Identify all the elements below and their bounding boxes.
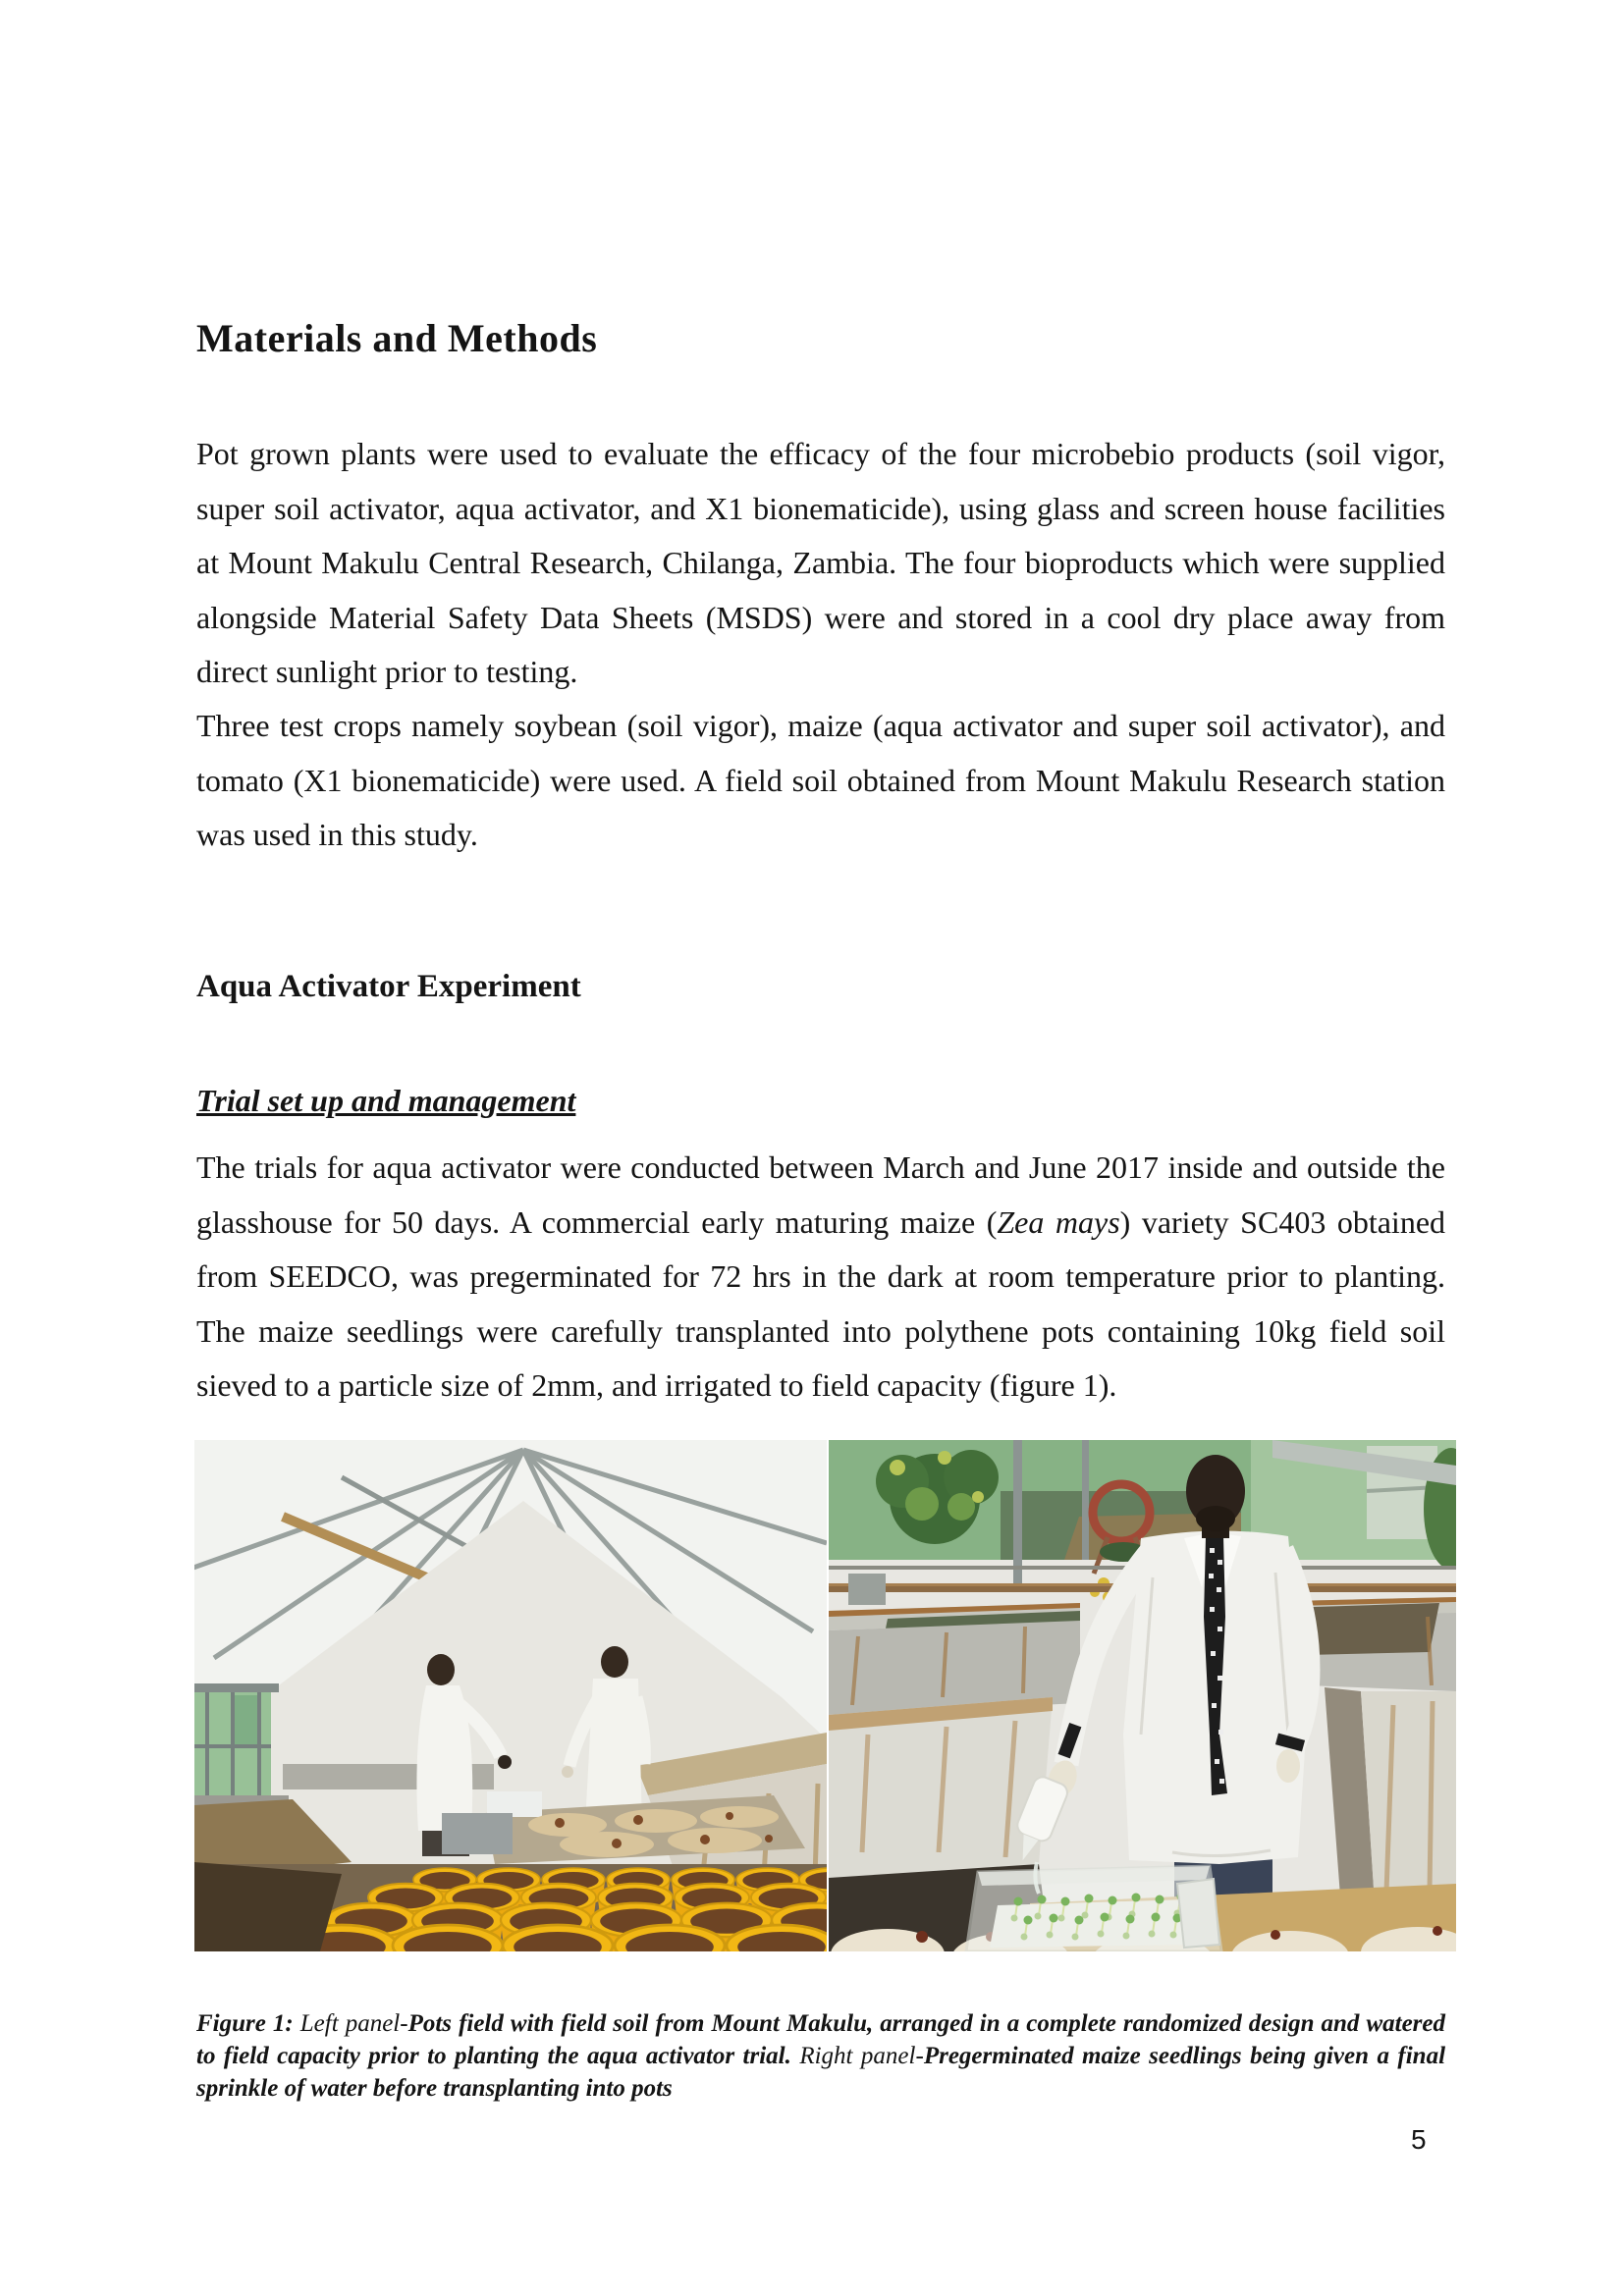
paragraph-three-test-crops: Three test crops namely soybean (soil vigor), maize (aqua activator and super soil activator), and tomato (X1 bionematicide) were used. A field soil obtained from Mount Makulu Research station was used in this study. [196,708,1445,852]
post [1082,1440,1089,1560]
trial-text-before-species: The trials for aqua activator were conducted between March and June 2017 inside and outside the glasshouse for 50 days. A commercial early maturing maize ( [196,1149,1445,1240]
subsection-heading-aqua-activator-experiment: Aqua Activator Experiment [196,969,581,1005]
figure-caption-right-panel-label: Right panel- [799,2043,924,2069]
figure-caption-left-panel-text: Pots field with field soil from Mount Makulu, arranged in a complete randomized design and watered to field capacity prior to planting the aqua activator trial. [196,2010,1445,2069]
figure1-right-photo-watering-seedlings [829,1440,1456,1951]
figure1-photos [194,1440,1456,1951]
figure-caption [196,2007,1445,2105]
foil-wrap [1177,1879,1219,1948]
page-number: 5 [1411,2124,1427,2155]
white-pillar-right [1325,1687,1456,1909]
left-glove [1276,1749,1300,1783]
trial-text-after-species: ) variety SC403 obtained from SEEDCO, was pregerminated for 72 hrs in the dark at room temperature prior to planting. The maize seedlings were carefully transplanted into polythene pots containing 10kg field soil sieved to a particle size of 2mm, and irrigated to field capacity (figure 1). [196,1203,1446,1403]
white-bench-left [829,1697,1053,1878]
figure1-left-photo-pots-greenhouse [194,1440,827,1951]
paragraph-trial-details [196,1141,1445,1414]
paragraph-pot-grown-plants: Pot grown plants were used to evaluate the efficacy of the four microbebio products (soil vigor, super soil activator, aqua activator, and X1 bionematicide), using glass and screen house facilities at Mount Makulu Central Research, Chilanga, Zambia. The four bioproducts which were supplied alongside Material Safety Data Sheets (MSDS) were and stored in a cool dry place away from direct sunlight prior to testing. [196,436,1445,689]
figure-caption-right-panel-text: Pregerminated maize seedlings being given a final sprinkle of water before transplanting into pots [196,2043,1446,2102]
figure-caption-left-panel-label: Left panel- [299,2010,408,2037]
figure-caption-label: Figure 1: [196,2010,300,2037]
seedling-box [966,1866,1221,1951]
shadow-corner [194,1862,342,1951]
subheading-trial-setup-and-management: Trial set up and management [196,1083,576,1118]
section-heading-materials-and-methods: Materials and Methods [196,315,598,360]
species-name-zea-mays: Zea mays [997,1203,1120,1240]
